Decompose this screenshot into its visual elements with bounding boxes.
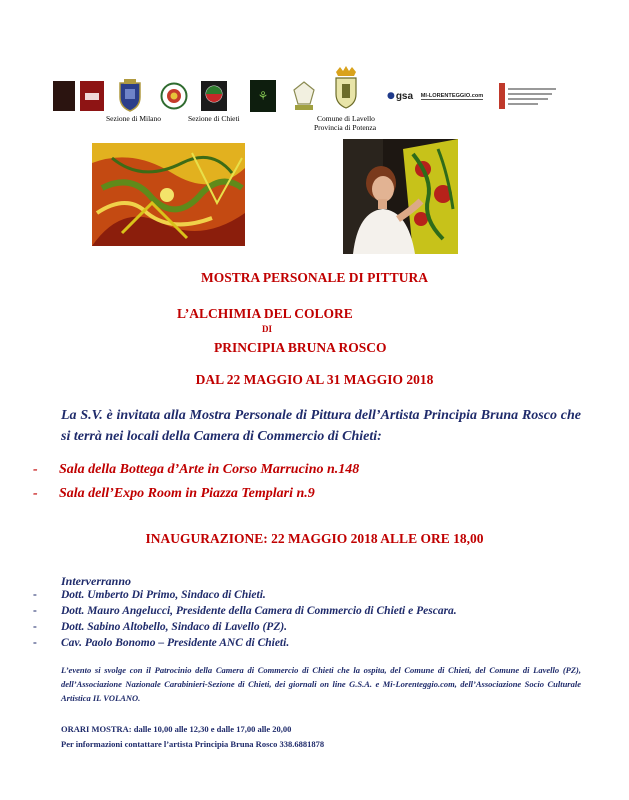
logo-6: ⚘ xyxy=(250,78,276,114)
exhibition-hours: ORARI MOSTRA: dalle 10,00 alle 12,30 e dalle 17,00 alle 20,00 xyxy=(61,724,292,734)
speakers-heading: Interverranno xyxy=(61,574,132,588)
caption-sezione-milano: Sezione di Milano xyxy=(106,114,161,123)
venue-item xyxy=(33,462,359,478)
title-di: DI xyxy=(262,324,273,334)
speaker-item xyxy=(33,621,287,633)
logo-5 xyxy=(200,78,228,114)
speaker-dash: - xyxy=(33,621,37,633)
carabinieri-chieti-logo xyxy=(160,78,188,114)
speaker-item xyxy=(33,589,266,601)
camera-commercio-logo xyxy=(496,78,558,114)
logo-1 xyxy=(53,78,75,114)
caption-comune-lavello: Comune di Lavello xyxy=(317,114,375,123)
speaker-text: Cav. Paolo Bonomo – Presidente ANC di Chieti. xyxy=(61,637,290,649)
speaker-text: Dott. Mauro Angelucci, Presidente della Camera di Commercio di Chieti e Pescara. xyxy=(61,605,457,617)
mi-lorenteggio-logo xyxy=(420,78,484,114)
logo-2 xyxy=(80,78,104,114)
comune-lavello-crest xyxy=(332,65,360,111)
speaker-dash: - xyxy=(33,637,37,649)
logo-7 xyxy=(291,78,317,114)
caption-provincia-potenza: Provincia di Potenza xyxy=(314,123,377,132)
invitation-text: La S.V. è invitata alla Mostra Personale di Pittura dell’Artista Principia Bruna Rosco che si terrà nei locali della Camera di Commercio di Chieti: xyxy=(61,408,581,444)
caption-sezione-chieti: Sezione di Chieti xyxy=(188,114,240,123)
speaker-item xyxy=(33,637,289,649)
speaker-dash: - xyxy=(33,605,37,617)
speaker-item xyxy=(33,605,457,617)
venue-dash: - xyxy=(33,486,38,501)
mi-lorenteggio-logo-text: MI-LORENTEGGIO.com xyxy=(420,92,484,99)
venue-item xyxy=(33,486,315,502)
venue-text: Sala della Bottega d’Arte in Corso Marrucino n.148 xyxy=(59,462,360,477)
title-mostra: MOSTRA PERSONALE DI PITTURA xyxy=(201,270,428,285)
speaker-text: Dott. Sabino Altobello, Sindaco di Lavello (PZ). xyxy=(61,621,288,633)
speaker-dash: - xyxy=(33,589,37,601)
inauguration-line: INAUGURAZIONE: 22 MAGGIO 2018 ALLE ORE 18,00 xyxy=(145,531,484,546)
speaker-text: Dott. Umberto Di Primo, Sindaco di Chieti. xyxy=(61,589,266,601)
gsa-logo-text: gsa xyxy=(395,90,414,102)
abstract-painting-image xyxy=(92,143,245,246)
artist-photo-image xyxy=(343,139,458,254)
title-artist-name: PRINCIPIA BRUNA ROSCO xyxy=(214,340,387,355)
carabinieri-milano-logo xyxy=(118,78,142,114)
title-alchimia: L’ALCHIMIA DEL COLORE xyxy=(177,306,353,321)
venue-text: Sala dell’Expo Room in Piazza Templari n.9 xyxy=(59,486,315,501)
venue-dash: - xyxy=(33,462,38,477)
event-sponsorship-note: L’evento si svolge con il Patrocinio della Camera di Commercio di Chieti che la ospita, del Comune di Chieti, del Comune di Lavello (PZ), dell’Associazione Nazionale Carabinieri-Sezione di Chieti, dei giornali on line G.S.A. e Mi-Lorenteggio.com, dell’Associazione Socio Culturale Artistica IL VOLANO. xyxy=(61,665,581,703)
contact-info: Per informazioni contattare l’artista Principia Bruna Rosco 338.6881878 xyxy=(61,739,325,749)
title-dates: DAL 22 MAGGIO AL 31 MAGGIO 2018 xyxy=(195,372,434,387)
gsa-logo: ● gsa xyxy=(386,90,414,102)
